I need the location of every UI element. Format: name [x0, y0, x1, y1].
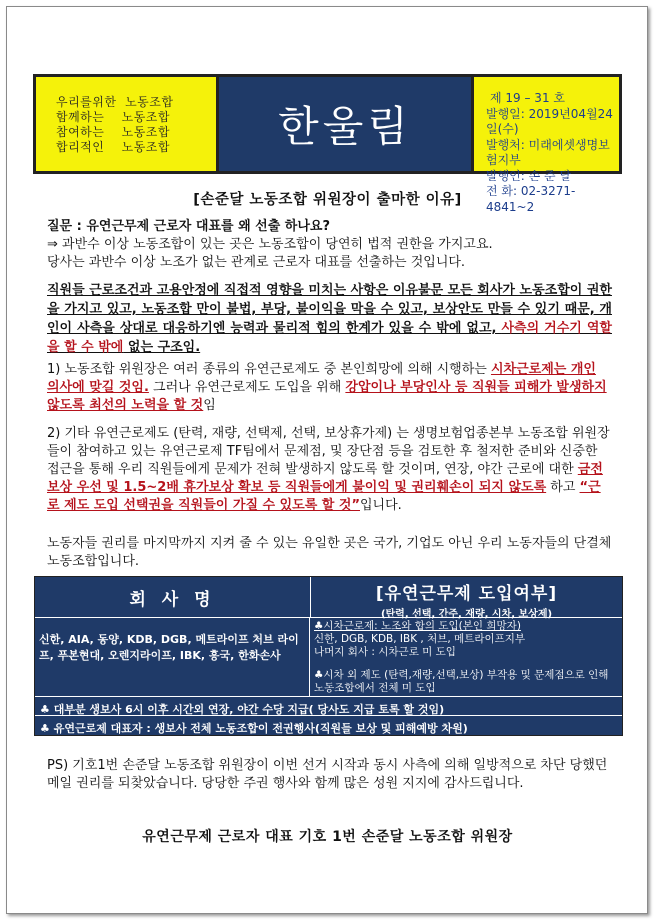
adoption-header-title: [유연근무제 도입여부] [375, 584, 558, 604]
newsletter-title: 한울림 [219, 77, 474, 171]
emphasis-paragraph [47, 281, 612, 357]
status-line: 나머지 회사 : 시차근로 미 도입 [314, 646, 456, 658]
p2-red1: 금전보상 우선 및 1.5~2배 휴가보상 확보 등 직원들에게 불이익 및 권리훼손이 되지 않도록 [47, 462, 603, 495]
table-footnote: ♣ 대부분 생보사 6시 이후 시간외 연장, 야간 수당 지급( 당사도 지급 토록 할 것임) [35, 697, 622, 716]
adoption-header-sub: (탄력, 선택, 간주, 재량, 시차, 보상제) [380, 609, 553, 620]
company-list: 신한, AIA, 동양, KDB, DGB, 메트라이프 처브 라이프, 푸본현대, 오렌지라이프, IBK, 흥국, 한화손사 [35, 618, 310, 696]
answer-line: ⇒ 과반수 이상 노동조합이 있는 곳은 노동조합이 당연히 법적 권한을 가지고요. [47, 237, 493, 252]
emphasis-red: 사측의 거수기 역할을 할 수 밖에 [47, 321, 612, 355]
p2-tail: 입니다. [360, 498, 402, 513]
author: 발행인: 손 준 달 [486, 168, 572, 183]
p1-text: 1) 노동조합 위원장은 여러 종류의 유연근로제도 중 본인희망에 의해 시행하는 [47, 362, 491, 377]
status-line: ♣시차근로제: 노조와 합의 도입(본인 희망자) [314, 620, 521, 632]
table-row [35, 618, 622, 697]
paragraph-2 [47, 425, 612, 515]
adoption-header [311, 577, 622, 620]
emphasis-tail: 없는 구조임. [123, 340, 201, 355]
table-footnote: ♣ 유연근로제 대표자 : 생보사 전체 노동조합이 전권행사(직원들 보상 및 피해예방 차원) [40, 722, 468, 735]
status-line [314, 659, 618, 669]
signature: 유연근무제 근로자 대표 기호 1번 손준달 노동조합 위원장 [142, 829, 513, 845]
p2-mid: 하고 [546, 480, 580, 495]
ps-note: PS) 기호1번 손준달 노동조합 위원장이 이번 선거 시작과 동시 사측에 의해 일방적으로 차단 당했던 메일 권리를 되찾았습니다. 당당한 주권 행사와 함께 많은 성원 지지에 감사드립니다. [47, 758, 608, 791]
qa-block [47, 218, 612, 272]
p1-tail: 임 [203, 398, 216, 413]
publish-date: 발행일: 2019년04월24일(수) [486, 106, 613, 136]
status-line: 신한, DGB, KDB, IBK , 처브, 메트라이프지부 [314, 633, 526, 645]
p1-mid: 그러나 유연근로제도 도입을 위해 [148, 380, 346, 395]
slogan-line: 참여하는 노동조합 [56, 125, 170, 139]
slogan-box [36, 77, 219, 171]
status-line: ♣시차 외 제도 (탄력,재량,선택,보상) 부작용 및 문제점으로 인해 노동조합에서 전체 미 도입 [314, 669, 609, 694]
answer-line: 당사는 과반수 이상 노조가 없는 관계로 근로자 대표를 선출하는 것입니다. [47, 255, 466, 270]
p1-red1: 시차근로제는 개인 의사에 맞길 것임. [47, 362, 596, 395]
emphasis-text: 직원들 근로조건과 고용안정에 직접적 영향을 미치는 사항은 이유불문 모든 회사가 노동조합이 권한을 가지고 있고, 노동조합 만이 불법, 부당, 불이익을 막을 수 있고, 보상안도 만들 수 있기 때문, 개인이 사측을 상대로 대응하기엔 능력과 물리적 힘의 한계가 있을 수 밖에 없고, [47, 283, 612, 336]
adoption-status [310, 618, 622, 696]
slogan-line: 함께하는 노동조합 [56, 110, 170, 124]
publisher: 발행처: 미래에셋생명보험지부 [486, 137, 610, 167]
company-header: 회 사 명 [35, 577, 311, 617]
adoption-table [34, 576, 623, 736]
question: 질문 : 유연근무제 근로자 대표를 왜 선출 하나요? [47, 219, 331, 234]
p2-red2: “근로 제도 도입 선택권을 직원들이 가질 수 있도록 할 것” [47, 480, 601, 513]
issue-number: 제 19 – 31 호 [490, 91, 565, 105]
slogan-line: 합리적인 노동조합 [56, 140, 170, 154]
paragraph-3: 노동자들 권리를 마지막까지 지켜 줄 수 있는 유일한 곳은 국가, 기업도 아닌 우리 노동자들의 단결체 노동조합입니다. [47, 536, 612, 569]
headline: [손준달 노동조합 위원장이 출마한 이유] [193, 192, 462, 208]
paragraph-1 [47, 361, 612, 415]
publication-info [474, 77, 619, 214]
p2-text: 2) 기타 유연근로제도 (탄력, 재량, 선택제, 선택, 보상휴가제) 는 생명보험업종본부 노동조합 위원장들이 참여하고 있는 유연근로제 TF팀에서 문제점, 및 장단점 등을 검토한 후 철저한 준비와 신중한 접근을 통해 우리 직원들에게 문제가 전혀 발생하지 않도록 할 것이며, 연장, 야간 근로에 대한 [47, 426, 610, 477]
table-header [35, 577, 622, 618]
phone: 전 화: 02-3271-4841~2 [486, 184, 576, 214]
p1-red2: 강압이나 부당인사 등 직원들 피해가 발생하지 않도록 최선의 노력을 할 것 [47, 380, 607, 413]
slogan-line: 우리를위한 노동조합 [56, 95, 174, 109]
